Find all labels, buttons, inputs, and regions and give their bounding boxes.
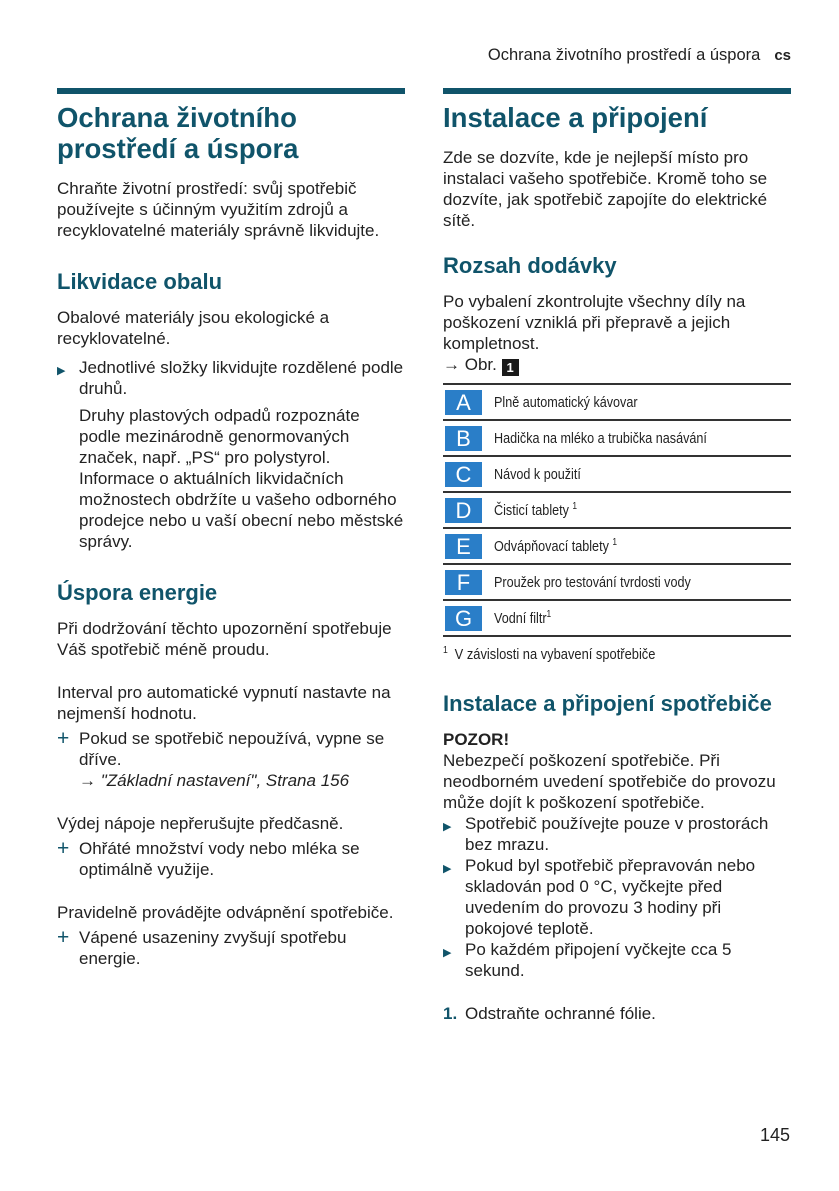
energy-benefit-1: + Pokud se spotřebič nepoužívá, vypne se dříve. xyxy=(57,727,385,769)
page-title-installation: Instalace a připojení xyxy=(443,102,708,133)
scope-of-delivery-table xyxy=(443,383,791,637)
step-1: 1. Odstraňte ochranné fólie. xyxy=(443,1004,656,1023)
energy-text: Při dodržování těchto upozornění spotřebuje Váš spotřebič méně proudu. xyxy=(57,619,392,659)
item-letter-badge: B xyxy=(445,426,482,451)
language-code: cs xyxy=(774,47,791,64)
energy-benefit-3: + Vápené usazeniny zvyšují spotřebu energie. xyxy=(57,926,347,968)
item-letter-badge: G xyxy=(445,606,482,631)
triangle-bullet-icon: ▶ xyxy=(57,365,66,377)
triangle-bullet-icon: ▶ xyxy=(443,947,452,959)
table-row: E Odvápňovací tablety $^1$ xyxy=(443,528,791,564)
page-title-environment: Ochrana životního prostředí a úspora xyxy=(57,102,299,164)
item-description: Hadička na mléko a trubička nasávání xyxy=(494,430,707,447)
triangle-bullet-icon: ▶ xyxy=(443,863,452,875)
table-row: D Čisticí tablety $^1$ xyxy=(443,492,791,528)
disposal-text: Obalové materiály jsou ekologické a recyklovatelné. xyxy=(57,308,330,348)
disposal-bullet: ▶ Jednotlivé složky likvidujte rozdělené podle druhů. xyxy=(57,358,404,398)
scope-text: Po vybalení zkontrolujte všechny díly na poškození vzniklá při přepravě a jejich kompletnost. xyxy=(443,292,746,353)
warning-bullet: ▶ Spotřebič používejte pouze v prostorách bez mrazu. xyxy=(443,814,769,854)
table-row xyxy=(443,384,791,420)
step-number: 1. xyxy=(443,1004,458,1023)
left-column xyxy=(57,88,405,969)
item-description: Návod k použití xyxy=(494,466,581,483)
item-description: Odvápňovací tablety xyxy=(494,538,609,555)
disposal-sub1: Druhy plastových odpadů rozpoznáte podle mezinárodně genormovaných značek, např. „PS“ pro polystyrol. xyxy=(79,406,360,467)
energy-benefit-2: + Ohřáté množství vody nebo mléka se optimálně využije. xyxy=(57,837,360,879)
warning-text: Nebezpečí poškození spotřebiče. Při neodborném uvedení spotřebiče do provozu může dojít k poškození spotřebiče. xyxy=(443,751,776,812)
table-row xyxy=(443,564,791,600)
heading-scope-of-delivery: Rozsah dodávky xyxy=(443,253,617,278)
heading-energy-saving: Úspora energie xyxy=(57,580,218,605)
item-description: Vodní filtr xyxy=(494,610,547,627)
item-description: Proužek pro testování tvrdosti vody xyxy=(494,574,691,591)
plus-icon: + xyxy=(57,926,70,949)
figure-number-badge: 1 xyxy=(502,359,519,376)
energy-tip-2: Výdej nápoje nepřerušujte předčasně. xyxy=(57,814,344,833)
triangle-bullet-icon: ▶ xyxy=(443,821,452,833)
warning-label: POZOR! xyxy=(443,730,510,749)
cross-reference-link[interactable]: → "Základní nastavení", Strana 156 xyxy=(79,771,350,790)
figure-reference: → Obr. 1 xyxy=(443,354,791,376)
running-header xyxy=(488,46,791,65)
item-letter-badge: F xyxy=(445,570,482,595)
table-footnote: $^1$ V závislosti na vybavení spotřebiče xyxy=(443,645,656,663)
energy-tip-3: Pravidelně provádějte odvápnění spotřebiče. xyxy=(57,903,394,922)
warning-bullet: ▶ Po každém připojení vyčkejte cca 5 sekund. xyxy=(443,940,732,980)
page-number: 145 xyxy=(759,1125,790,1145)
table-row: G Vodní filtr$^1$ xyxy=(443,600,791,636)
table-row xyxy=(443,456,791,492)
plus-icon: + xyxy=(57,727,70,750)
plus-icon: + xyxy=(57,837,70,860)
item-description: Čisticí tablety xyxy=(494,502,569,519)
header-section-title: Ochrana životního prostředí a úspora xyxy=(487,46,761,64)
installation-intro: Zde se dozvíte, kde je nejlepší místo pro instalaci vašeho spotřebiče. Kromě toho se dozvíte, jak spotřebič zapojíte do elektrické sítě. xyxy=(443,148,768,230)
table-row xyxy=(443,420,791,456)
item-letter-badge: A xyxy=(445,390,482,415)
item-letter-badge: D xyxy=(445,498,482,523)
heading-installation-connection: Instalace a připojení spotřebiče xyxy=(443,691,772,716)
disposal-sub2: Informace o aktuálních likvidačních možnostech obdržíte u vašeho odborného prodejce nebo u vaší obecní nebo městské správy. xyxy=(79,469,404,551)
section-rule xyxy=(57,88,405,94)
right-column xyxy=(443,88,791,1024)
environment-intro: Chraňte životní prostředí: svůj spotřebič používejte s účinným využitím zdrojů a recyklovatelné materiály správně likvidujte. xyxy=(57,179,380,240)
warning-bullet: ▶ Pokud byl spotřebič přepravován nebo skladován pod 0 °C, vyčkejte před uvedením do provozu 3 hodiny při pokojové teplotě. xyxy=(443,856,756,938)
heading-packaging-disposal: Likvidace obalu xyxy=(57,269,223,294)
item-letter-badge: C xyxy=(445,462,482,487)
section-rule xyxy=(443,88,791,94)
energy-tip-1: Interval pro automatické vypnutí nastavte na nejmenší hodnotu. xyxy=(57,683,391,723)
item-letter-badge: E xyxy=(445,534,482,559)
item-description: Plně automatický kávovar xyxy=(494,394,638,411)
